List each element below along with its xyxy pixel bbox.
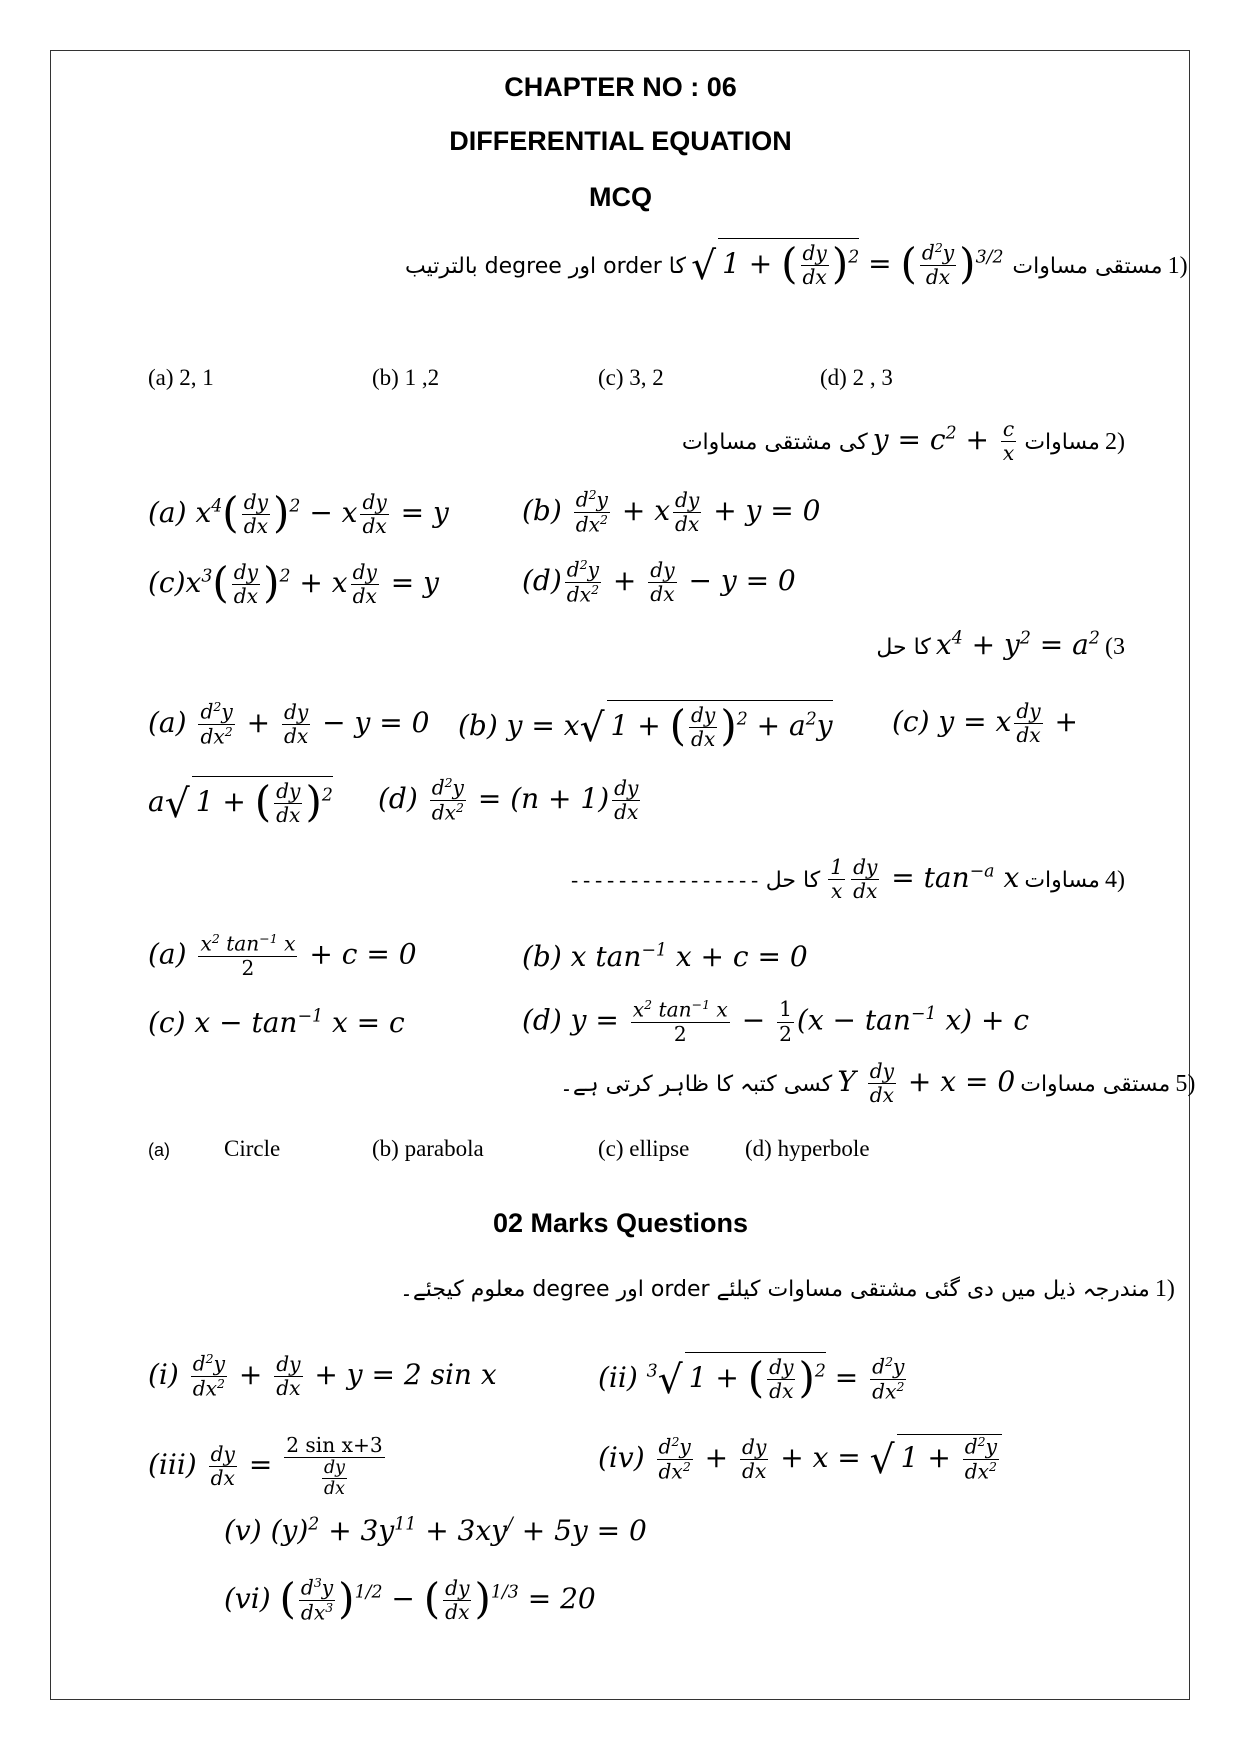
- q4-option-d: (d) y = $\frac{x^2 \tan^{-1} x}{2}$ − $\frac{1}{2}$ $(x - \tan^{-1} x) + c$: [522, 997, 1030, 1046]
- q5-option-a: Circle: [224, 1136, 281, 1161]
- q5-equation: Y $\frac{dy}{dx}$ + x = 0: [837, 1059, 1016, 1108]
- q3-option-b: (b) y = x√ 1 + ( $\frac{dy}{dx}$ )$^2 + a^2y$: [458, 701, 833, 751]
- marks-q1-urdu: مندرجہ ذیل میں دی گئی مشتقی مساوات کیلئے order اور degree معلوم کیجئے۔: [400, 1277, 1150, 1302]
- q1-number: 1): [1167, 253, 1188, 279]
- chapter-number: CHAPTER NO : 06: [504, 72, 737, 102]
- marks-q1-number: 1): [1154, 1276, 1175, 1302]
- q3-urdu-suffix: کا حل: [876, 635, 931, 660]
- q3-option-c: (c) y = x $\frac{dy}{dx}$ +: [892, 699, 1078, 748]
- q1-urdu-prefix: مستقی مساوات: [1012, 254, 1163, 279]
- q4-equation: $\frac{1}{x}$ $\frac{dy}{dx}$ = $\tan^{-a} x$: [830, 855, 1020, 904]
- marks-item-iv: (iv) $\frac{d^2y}{dx^2}$ + $\frac{dy}{dx}$ + x = √ 1 + $\frac{d^2y}{dx^2}$: [598, 1434, 1002, 1484]
- marks-question-1: [400, 1276, 1175, 1303]
- mcq-question-2: [500, 418, 1125, 465]
- q4-number: 4): [1105, 867, 1125, 894]
- q5-option-b: (b) parabola: [372, 1136, 484, 1161]
- q2-option-b: (b) $\frac{d^2y}{dx^2}$ + x $\frac{dy}{dx}$ + y = 0: [522, 487, 821, 537]
- q5-option-a-label: (a): [148, 1140, 170, 1160]
- marks-item-v: (v) $(y)^2 + 3y^{11} + 3xy^/ + 5y = 0$: [224, 1514, 647, 1547]
- q3-option-c-continued: a√ 1 + ( $\frac{dy}{dx}$ )$^2$: [148, 777, 333, 827]
- q4-option-b: (b) x $\tan^{-1} x + c = 0$: [522, 940, 808, 973]
- mcq-question-4: [560, 856, 1125, 903]
- q1-option-c: (c) 3, 2: [598, 365, 664, 390]
- q2-option-a: (a) $x^4$( $\frac{dy}{dx}$ )$^2$ − x $\frac{dy}{dx}$ = y: [148, 488, 449, 538]
- q1-option-d: (d) 2 , 3: [820, 365, 893, 390]
- q2-equation: $y = c^2$ + $\frac{c}{x}$: [872, 417, 1015, 466]
- q1-urdu-suffix: کا order اور degree بالترتیب: [405, 254, 686, 279]
- q5-option-c: (c) ellipse: [598, 1136, 690, 1161]
- section-title-marks: 02 Marks Questions: [492, 1208, 749, 1238]
- q5-number: 5): [1175, 1071, 1196, 1098]
- q2-urdu-prefix: مساوات: [1024, 430, 1100, 456]
- q2-number: 2): [1105, 429, 1125, 456]
- mcq-question-3: [600, 628, 1125, 661]
- q2-option-d: (d) $\frac{d^2y}{dx^2}$ + $\frac{dy}{dx}$ − y = 0: [522, 557, 796, 607]
- q4-option-c: (c) $x - \tan^{-1} x = c$: [148, 1006, 405, 1039]
- q4-blank: ----------------: [568, 871, 761, 895]
- q5-urdu-suffix: کسی کتبہ کا ظاہر کرتی ہے۔: [560, 1072, 833, 1098]
- q4-option-a: (a) $\frac{x^2 \tan^{-1} x}{2}$ + c = 0: [148, 931, 417, 980]
- q3-option-a: (a) $\frac{d^2y}{dx^2}$ + $\frac{dy}{dx}$ − y = 0: [148, 699, 430, 749]
- q4-urdu-suffix: کا حل: [765, 868, 821, 894]
- q3-equation: $x^4 + y^2 = a^2$: [935, 628, 1100, 661]
- q5-urdu-prefix: مستقی مساوات: [1020, 1072, 1171, 1098]
- q1-option-b: (b) 1 ,2: [372, 365, 440, 390]
- q1-equation: √ 1 + ( $\frac{dy}{dx}$ )$^2$ = ( $\frac{d^2y}{dx}$ )$^{3/2}$: [691, 239, 1004, 290]
- marks-item-iii: (iii) $\frac{dy}{dx}$ = $\frac{\text{2 sin x+3}}{\frac{dy}{dx}}$: [148, 1433, 383, 1500]
- q1-option-a: (a) 2, 1: [148, 365, 214, 390]
- q2-option-c: $(c)x^3$( $\frac{dy}{dx}$ )$^2$ + x $\frac{dy}{dx}$ = y: [148, 558, 439, 608]
- chapter-title: DIFFERENTIAL EQUATION: [449, 126, 792, 156]
- mcq-question-5: [560, 1059, 1196, 1108]
- section-title-mcq: MCQ: [589, 182, 652, 212]
- marks-item-vi: (vi) ( $\frac{d^3y}{dx^3}$ )$^{1/2}$ − ( $\frac{dy}{dx}$ )$^{1/3}$ = 20: [224, 1574, 596, 1625]
- mcq-question-1: [405, 238, 1188, 290]
- q2-urdu-suffix: کی مشتقی مساوات: [681, 430, 868, 456]
- marks-item-ii: (ii) $^3$√ 1 + ( $\frac{dy}{dx}$ )$^2$ = $\frac{d^2y}{dx^2}$: [598, 1353, 905, 1404]
- marks-item-i: (i) $\frac{d^2y}{dx^2}$ + $\frac{dy}{dx}$ + y = 2 sin x: [148, 1351, 497, 1401]
- q3-option-d: (d) $\frac{d^2y}{dx^2}$ = (n + 1) $\frac{dy}{dx}$: [378, 775, 639, 825]
- q4-urdu-prefix: مساوات: [1024, 868, 1100, 894]
- q5-option-d: (d) hyperbole: [745, 1136, 870, 1161]
- q3-number: (3: [1105, 634, 1125, 660]
